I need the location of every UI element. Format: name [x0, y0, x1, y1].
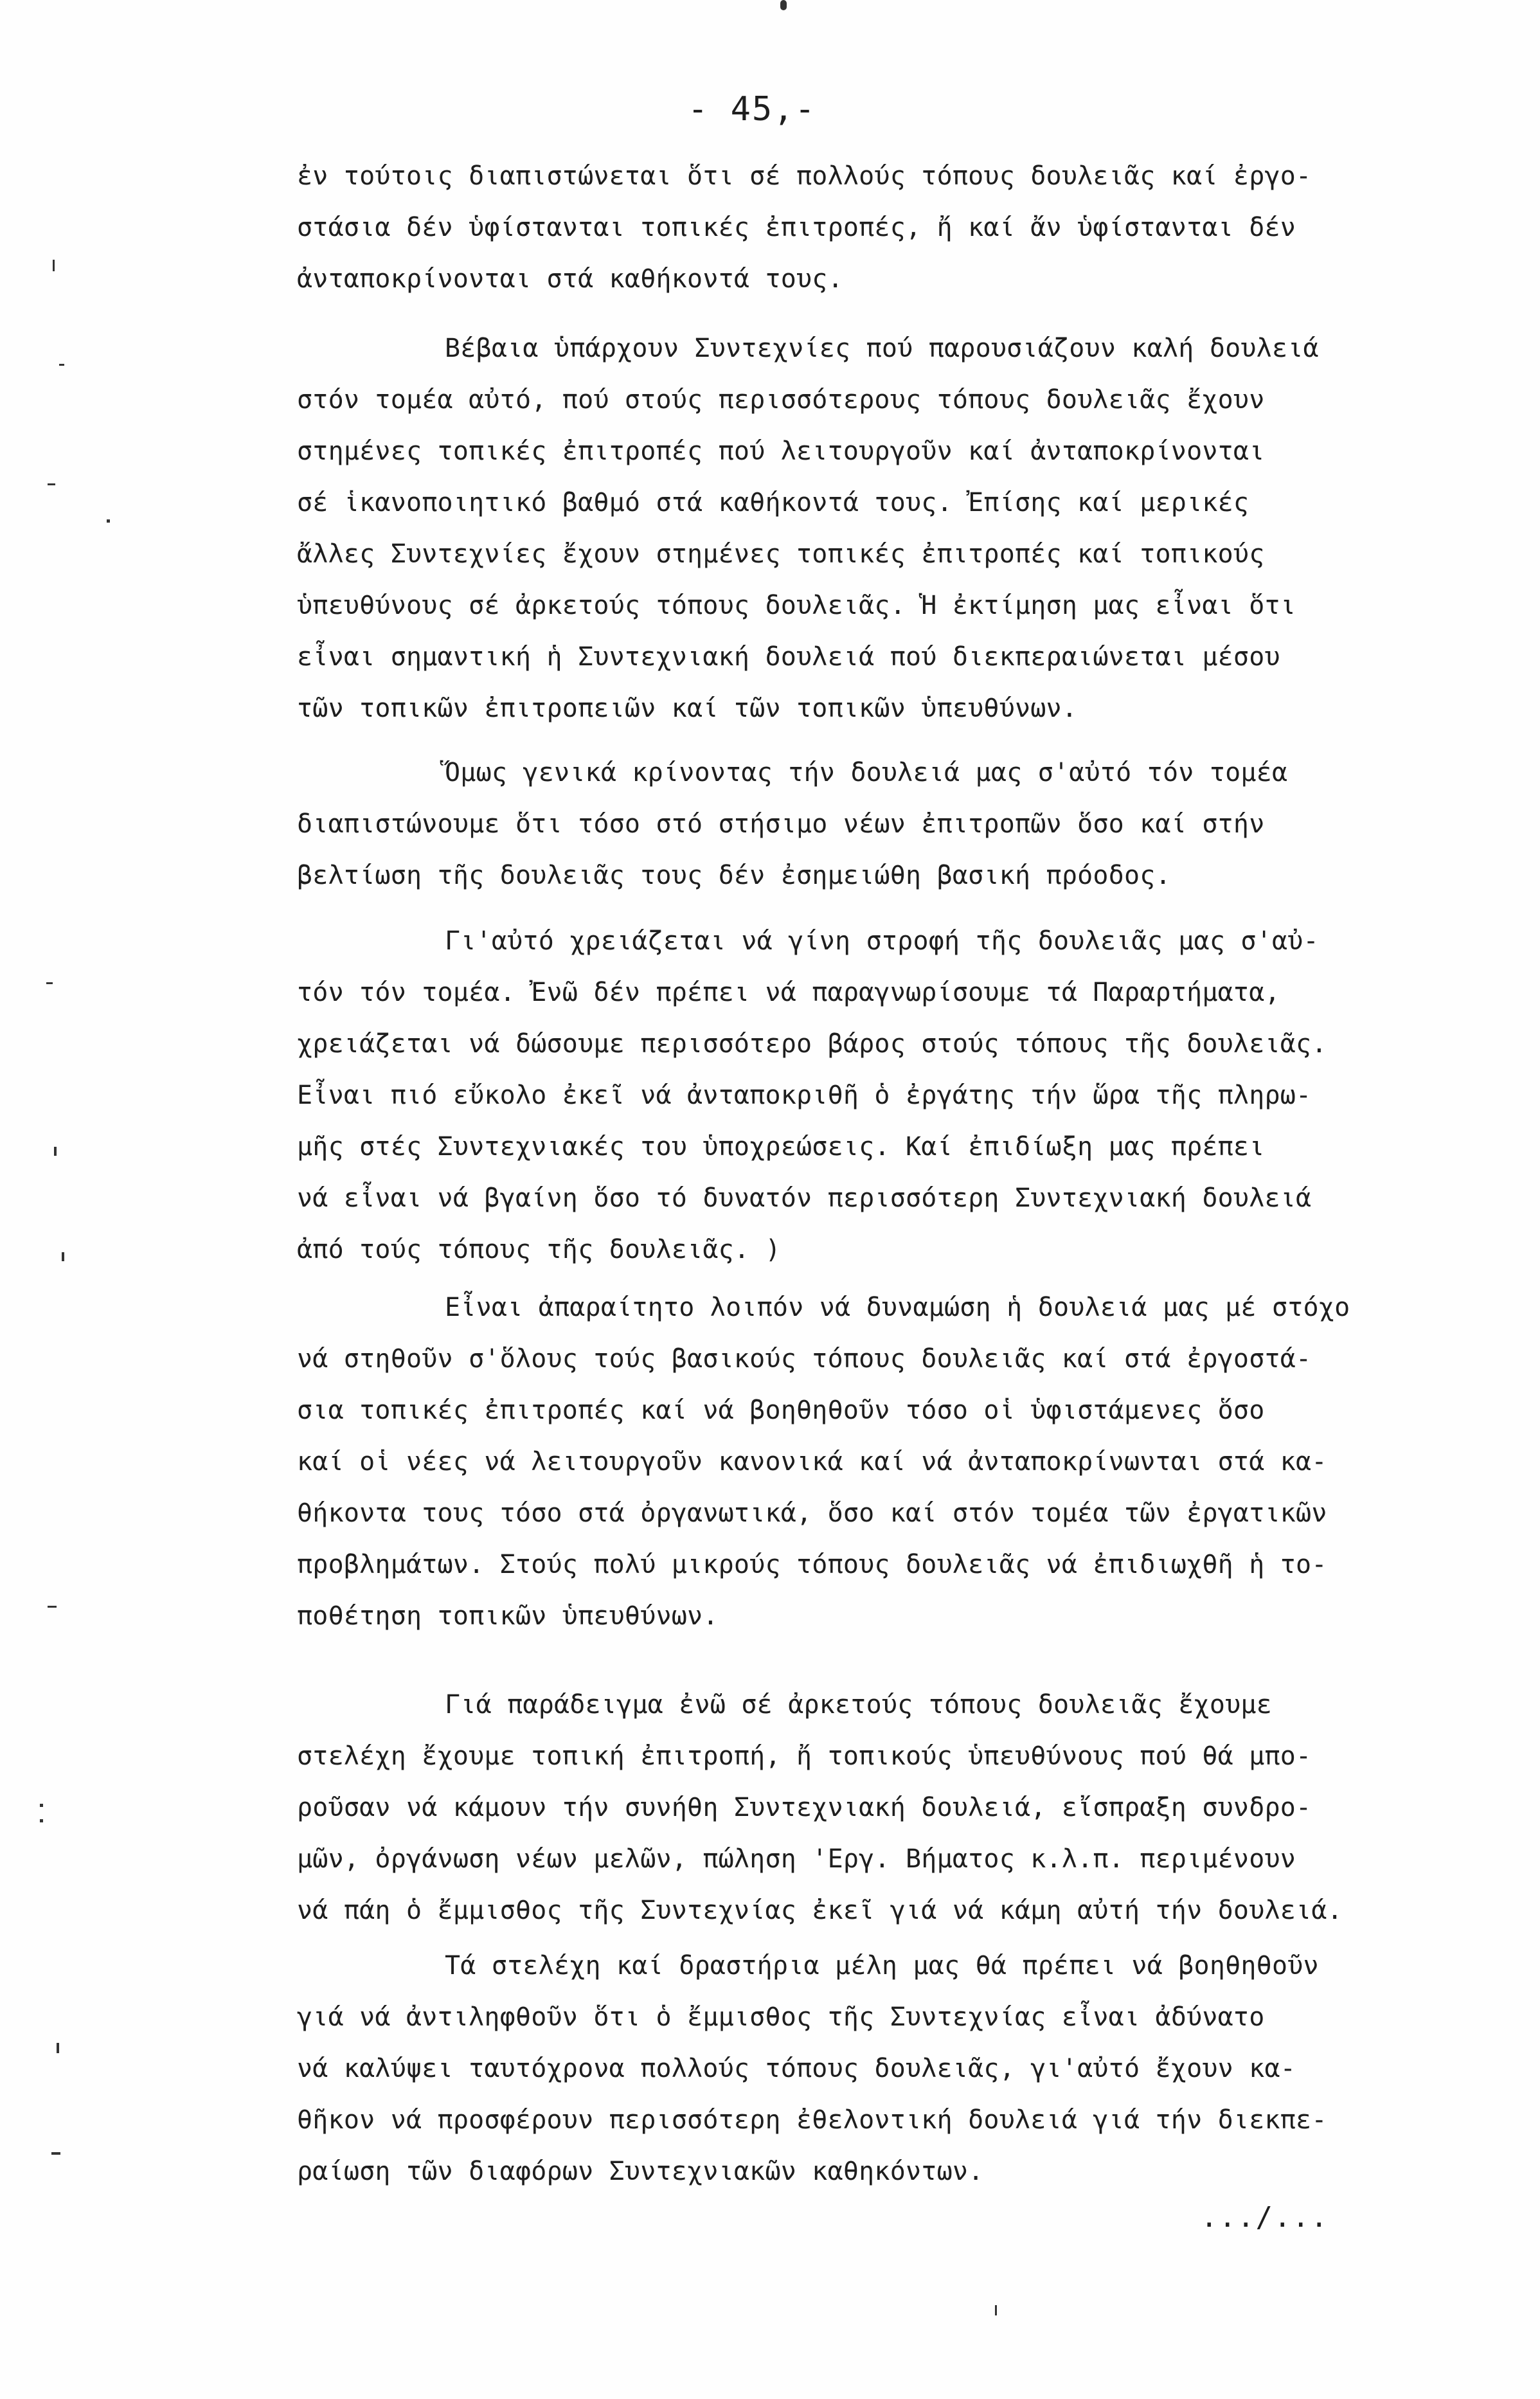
text-line: σια τοπικές ἐπιτροπές καί νά βοηθηθοῦν τόσο οἱ ὑφιστάμενες ὅσο	[297, 1396, 1265, 1425]
text-line: νά εἶναι νά βγαίνη ὅσο τό δυνατόν περισσότερη Συντεχνιακή δουλειά	[297, 1183, 1312, 1213]
text-line: ἀνταποκρίνονται στά καθήκοντά τους.	[297, 264, 843, 294]
text-line: ποθέτηση τοπικῶν ὑπευθύνων.	[297, 1601, 719, 1631]
text-line: νά καλύψει ταυτόχρονα πολλούς τόπους δουλειᾶς, γι'αὐτό ἔχουν κα-	[297, 2054, 1296, 2083]
text-line: ροῦσαν νά κάμουν τήν συνήθη Συντεχνιακή δουλειά, εἴσπραξη συνδρο-	[297, 1793, 1312, 1822]
paragraph-2	[297, 323, 1473, 734]
paragraph-6	[297, 1679, 1473, 1936]
text-line: ἀπό τούς τόπους τῆς δουλειᾶς. )	[297, 1235, 781, 1264]
text-line: μῶν, ὀργάνωση νέων μελῶν, πώληση 'Εργ. Βήματος κ.λ.π. περιμένουν	[297, 1844, 1296, 1874]
margin-mark	[59, 364, 64, 366]
text-line: ἄλλες Συντεχνίες ἔχουν στημένες τοπικές ἐπιτροπές καί τοπικούς	[297, 539, 1265, 569]
page-number: - 45,-	[688, 90, 816, 129]
text-line: Τά στελέχη καί δραστήρια μέλη μας θά πρέπει νά βοηθηθοῦν	[445, 1951, 1319, 1981]
paragraph-4	[297, 915, 1473, 1275]
margin-mark	[62, 1252, 64, 1261]
continuation-mark: .../...	[1201, 2201, 1329, 2234]
text-line: θήκοντα τους τόσο στά ὀργανωτικά, ὅσο καί στόν τομέα τῶν ἐργατικῶν	[297, 1498, 1327, 1528]
text-line: Ὅμως γενικά κρίνοντας τήν δουλειά μας σ'αὐτό τόν τομέα	[445, 758, 1288, 787]
text-line: Βέβαια ὑπάρχουν Συντεχνίες πού παρουσιάζουν καλή δουλειά	[445, 334, 1319, 363]
paragraph-5	[297, 1282, 1473, 1642]
text-line: νά πάη ὁ ἔμμισθος τῆς Συντεχνίας ἐκεῖ γιά νά κάμη αὐτή τήν δουλειά.	[297, 1896, 1343, 1925]
text-line: βελτίωση τῆς δουλειᾶς τους δέν ἐσημειώθη βασική πρόοδος.	[297, 861, 1171, 890]
ink-speck	[780, 0, 787, 10]
margin-mark	[51, 2152, 60, 2155]
margin-mark	[53, 260, 55, 271]
text-line: Εἶναι πιό εὔκολο ἐκεῖ νά ἀνταποκριθῆ ὁ ἐργάτης τήν ὥρα τῆς πληρω-	[297, 1081, 1312, 1110]
text-line: θῆκον νά προσφέρουν περισσότερη ἐθελοντική δουλειά γιά τήν διεκπε-	[297, 2105, 1327, 2135]
text-line: εἶναι σημαντική ἡ Συντεχνιακή δουλειά πού διεκπεραιώνεται μέσου	[297, 642, 1280, 672]
text-line: χρειάζεται νά δώσουμε περισσότερο βάρος στούς τόπους τῆς δουλειᾶς.	[297, 1029, 1327, 1059]
margin-mark	[40, 1804, 43, 1807]
paragraph-3	[297, 747, 1473, 901]
text-line: προβλημάτων. Στούς πολύ μικρούς τόπους δουλειᾶς νά ἐπιδιωχθῆ ἡ το-	[297, 1550, 1327, 1579]
text-line: καί οἱ νέες νά λειτουργοῦν κανονικά καί νά ἀνταποκρίνωνται στά κα-	[297, 1447, 1327, 1477]
text-line: στημένες τοπικές ἐπιτροπές πού λειτουργοῦν καί ἀνταποκρίνονται	[297, 436, 1265, 466]
text-line: Εἶναι ἀπαραίτητο λοιπόν νά δυναμώση ἡ δουλειά μας μέ στόχο	[445, 1293, 1350, 1322]
margin-mark	[995, 2305, 997, 2315]
text-line: Γι'αὐτό χρειάζεται νά γίνη στροφή τῆς δουλειᾶς μας σ'αὐ-	[445, 926, 1319, 956]
paragraph-7	[297, 1940, 1473, 2197]
text-line: στόν τομέα αὐτό, πού στούς περισσότερους τόπους δουλειᾶς ἔχουν	[297, 385, 1265, 415]
text-line: τόν τόν τομέα. Ἐνῶ δέν πρέπει νά παραγνωρίσουμε τά Παραρτήματα,	[297, 978, 1280, 1007]
text-line: ραίωση τῶν διαφόρων Συντεχνιακῶν καθηκόντων.	[297, 2157, 984, 2186]
paragraph-1	[297, 150, 1473, 305]
text-line: γιά νά ἀντιληφθοῦν ὅτι ὁ ἔμμισθος τῆς Συντεχνίας εἶναι ἀδύνατο	[297, 2002, 1265, 2032]
margin-mark	[54, 1147, 57, 1156]
margin-mark	[40, 1819, 43, 1822]
text-line: στελέχη ἔχουμε τοπική ἐπιτροπή, ἤ τοπικούς ὑπευθύνους πού θά μπο-	[297, 1741, 1312, 1771]
text-line: διαπιστώνουμε ὅτι τόσο στό στήσιμο νέων ἐπιτροπῶν ὅσο καί στήν	[297, 809, 1265, 839]
text-line: σέ ἱκανοποιητικό βαθμό στά καθήκοντά τους. Ἐπίσης καί μερικές	[297, 488, 1249, 517]
text-line: ὑπευθύνους σέ ἀρκετούς τόπους δουλειᾶς. Ἡ ἐκτίμηση μας εἶναι ὅτι	[297, 591, 1296, 620]
text-line: νά στηθοῦν σ'ὅλους τούς βασικούς τόπους δουλειᾶς καί στά ἐργοστά-	[297, 1344, 1312, 1374]
text-line: ἐν τούτοις διαπιστώνεται ὅτι σέ πολλούς τόπους δουλειᾶς καί ἐργο-	[297, 161, 1312, 191]
margin-mark	[48, 1606, 57, 1608]
text-line: τῶν τοπικῶν ἐπιτροπειῶν καί τῶν τοπικῶν ὑπευθύνων.	[297, 694, 1078, 723]
text-line: Γιά παράδειγμα ἐνῶ σέ ἀρκετούς τόπους δουλειᾶς ἔχουμε	[445, 1690, 1272, 1720]
text-line: μῆς στές Συντεχνιακές του ὑποχρεώσεις. Καί ἐπιδίωξη μας πρέπει	[297, 1132, 1265, 1162]
margin-mark	[107, 519, 110, 523]
text-line: στάσια δέν ὑφίστανται τοπικές ἐπιτροπές, ἤ καί ἄν ὑφίστανται δέν	[297, 213, 1296, 242]
margin-mark	[48, 483, 55, 485]
margin-mark	[57, 2043, 59, 2053]
margin-mark	[46, 982, 53, 984]
